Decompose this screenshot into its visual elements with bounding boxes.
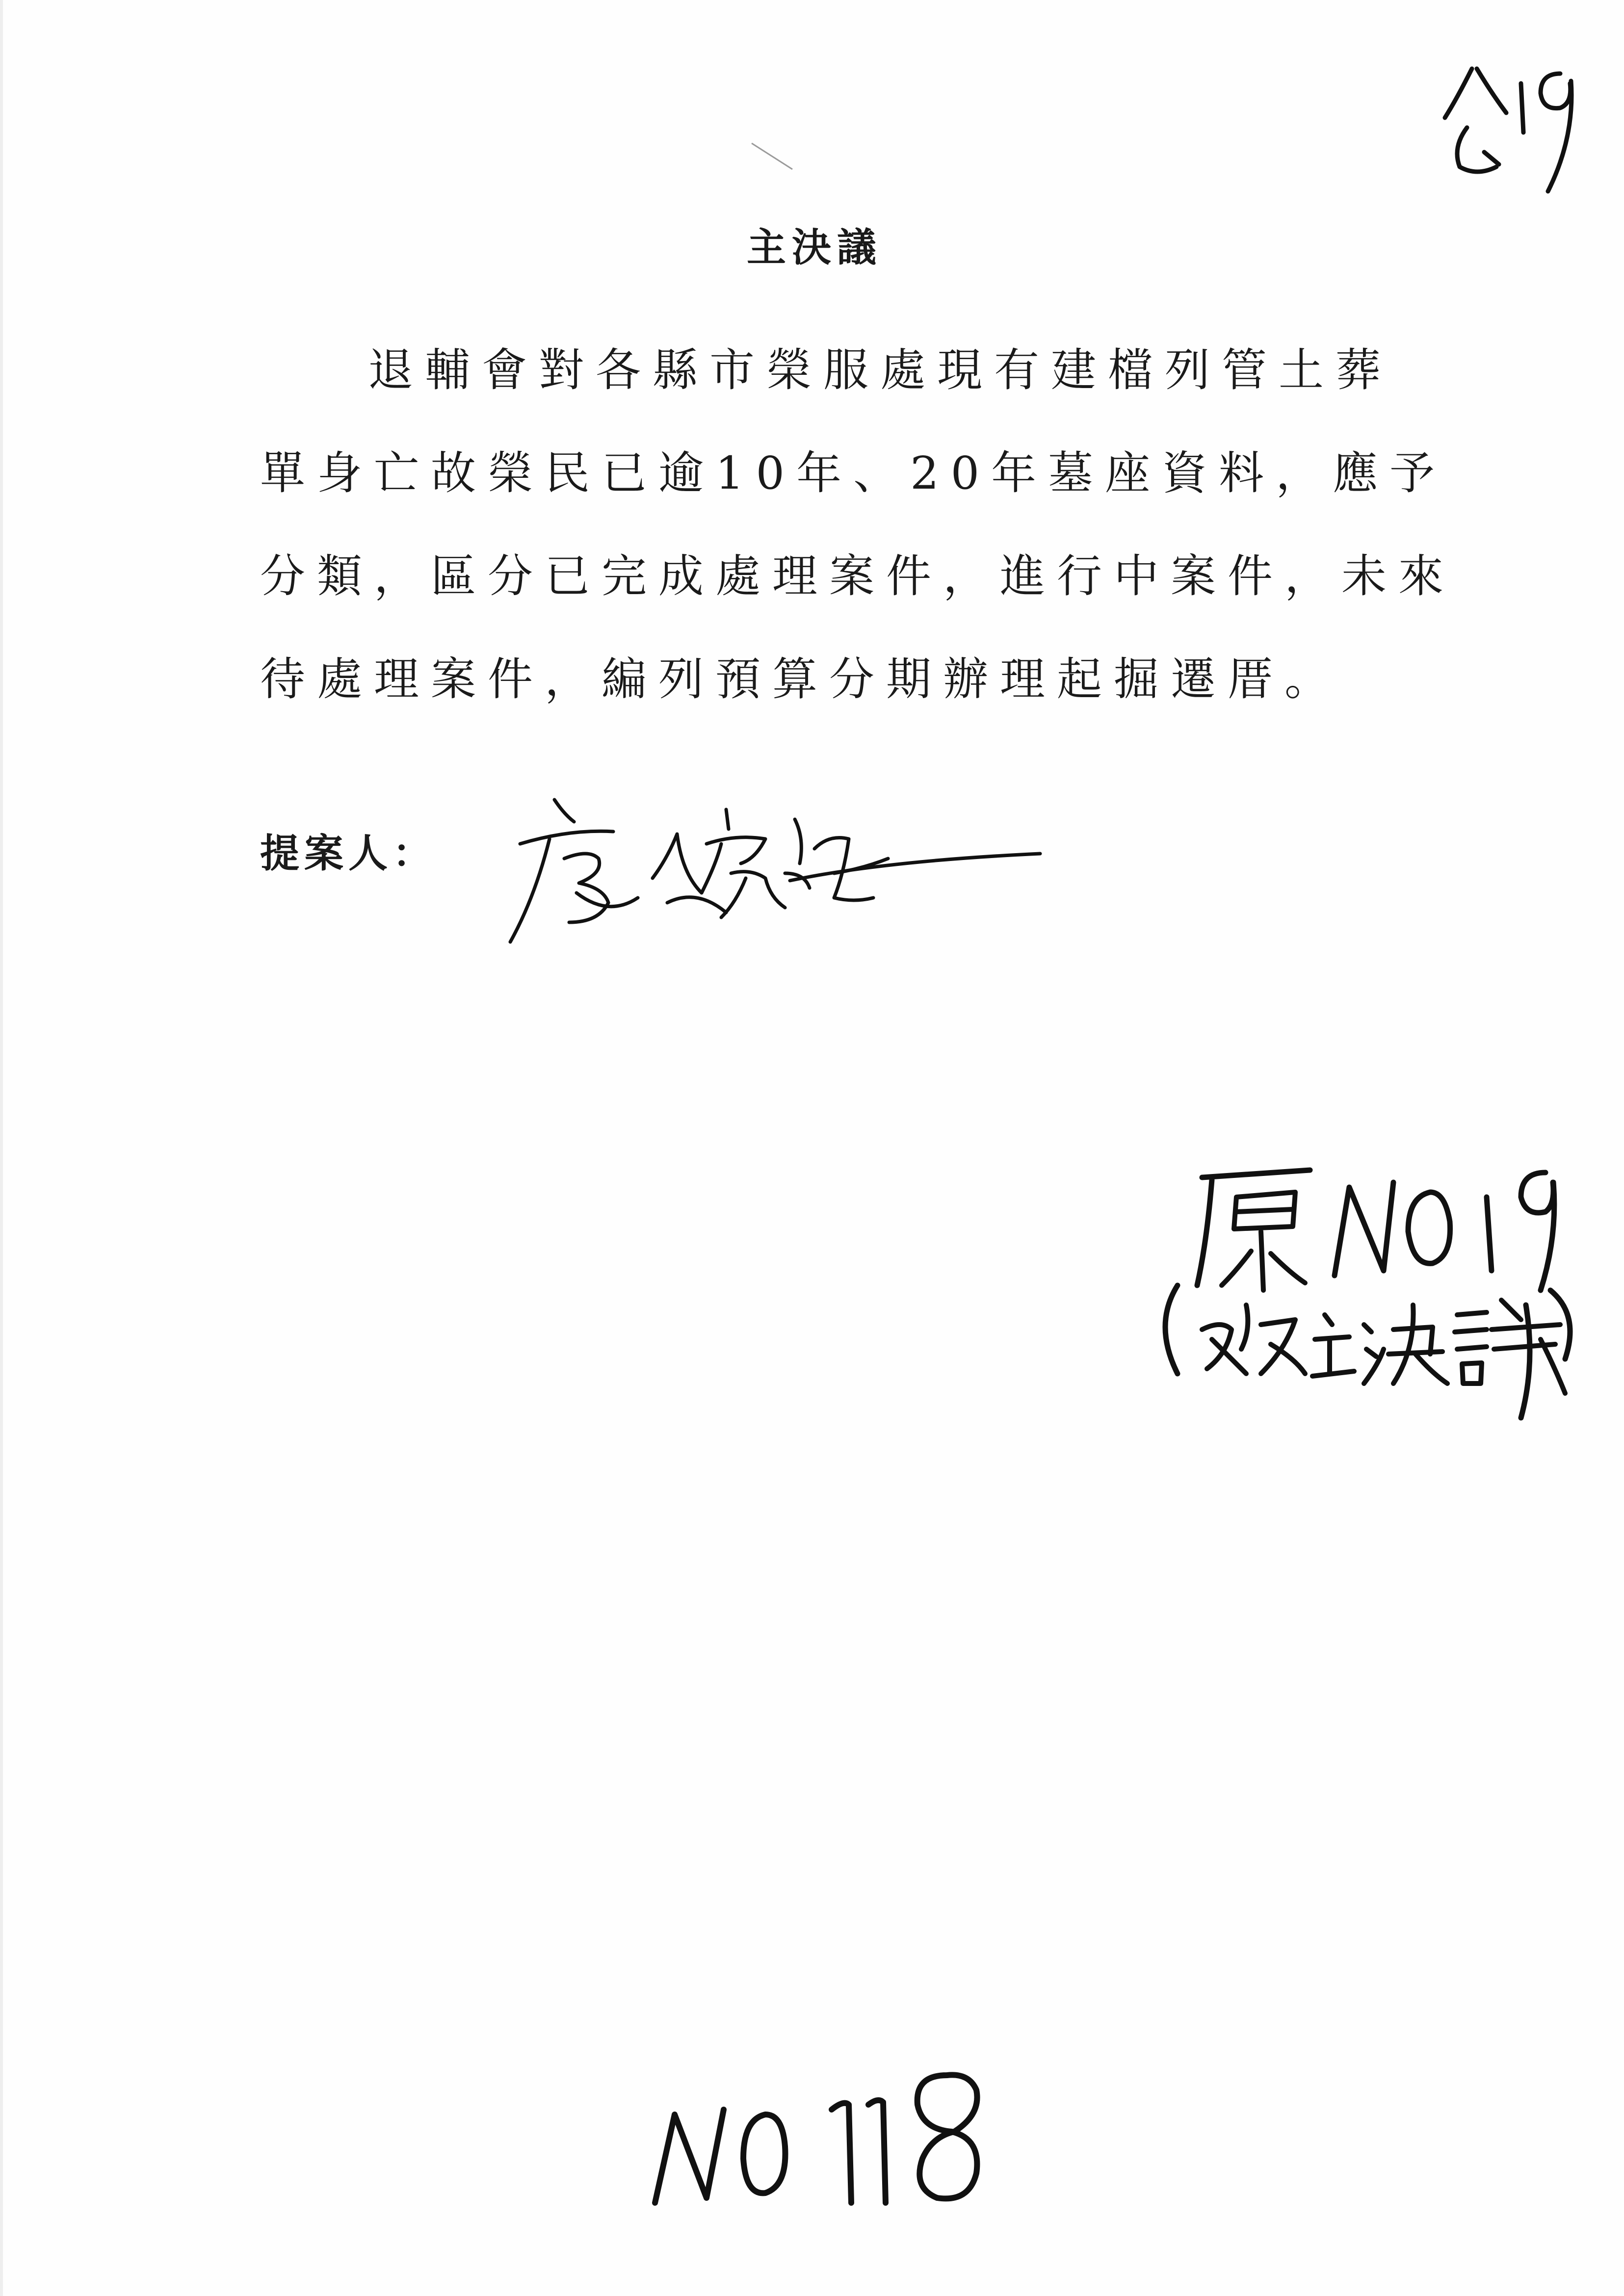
handwritten-note-original-number	[1148, 1143, 1590, 1447]
handwritten-mark-top-right	[1438, 54, 1595, 201]
proposer-label: 提案人：	[260, 831, 437, 876]
proposer-signature	[491, 775, 1055, 962]
body-line: 分類，區分已完成處理案件，進行中案件，未來	[260, 550, 1456, 602]
document-title: 主決議	[747, 225, 882, 270]
scan-edge-shadow	[0, 0, 3, 2296]
handwritten-number-bottom	[638, 2056, 1001, 2218]
scan-artifact-line	[751, 142, 795, 172]
body-line: 單身亡故榮民已逾10年、20年墓座資料，應予	[260, 447, 1447, 499]
body-line: 待處理案件，編列預算分期辦理起掘遷厝。	[260, 653, 1342, 705]
body-line: 退輔會對各縣市榮服處現有建檔列管土葬	[368, 344, 1393, 396]
